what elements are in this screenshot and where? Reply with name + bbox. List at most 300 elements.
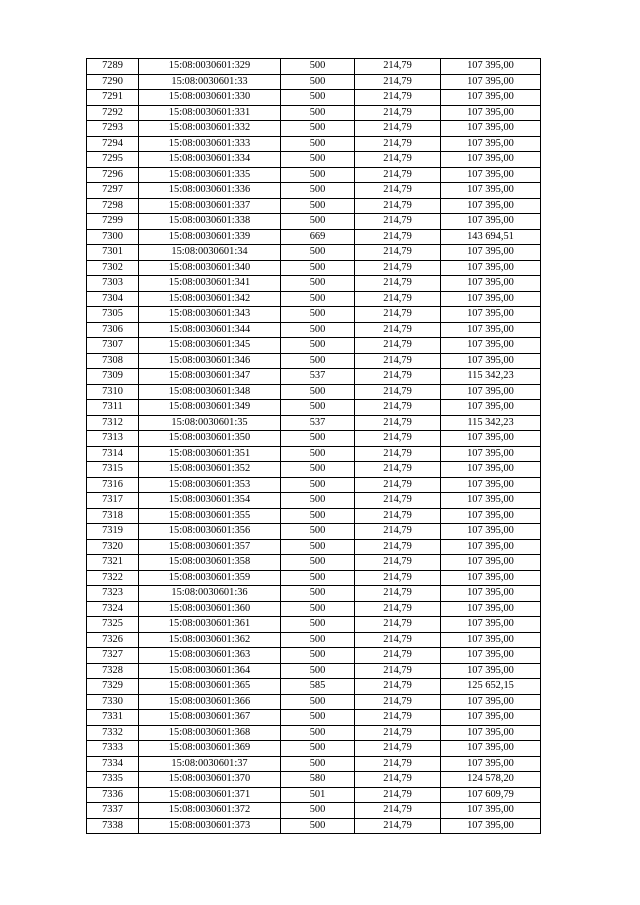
rate-cell: 214,79 xyxy=(355,493,441,509)
rate-cell: 214,79 xyxy=(355,198,441,214)
table-row xyxy=(87,772,541,788)
cadastral-number-cell: 15:08:0030601:360 xyxy=(139,601,281,617)
table-row xyxy=(87,508,541,524)
cadastral-number-cell: 15:08:0030601:371 xyxy=(139,787,281,803)
cadastral-number-cell: 15:08:0030601:332 xyxy=(139,121,281,137)
table-row xyxy=(87,818,541,834)
amount-cell: 107 395,00 xyxy=(441,617,541,633)
amount-cell: 107 609,79 xyxy=(441,787,541,803)
table-row xyxy=(87,245,541,261)
row-number-cell: 7316 xyxy=(87,477,139,493)
amount-cell: 107 395,00 xyxy=(441,121,541,137)
row-number-cell: 7326 xyxy=(87,632,139,648)
area-cell: 500 xyxy=(281,338,355,354)
cadastral-number-cell: 15:08:0030601:362 xyxy=(139,632,281,648)
amount-cell: 107 395,00 xyxy=(441,152,541,168)
table-row xyxy=(87,59,541,75)
rate-cell: 214,79 xyxy=(355,663,441,679)
rate-cell: 214,79 xyxy=(355,462,441,478)
table-row xyxy=(87,183,541,199)
cadastral-number-cell: 15:08:0030601:369 xyxy=(139,741,281,757)
row-number-cell: 7335 xyxy=(87,772,139,788)
area-cell: 669 xyxy=(281,229,355,245)
rate-cell: 214,79 xyxy=(355,400,441,416)
amount-cell: 107 395,00 xyxy=(441,353,541,369)
row-number-cell: 7337 xyxy=(87,803,139,819)
rate-cell: 214,79 xyxy=(355,601,441,617)
cadastral-number-cell: 15:08:0030601:334 xyxy=(139,152,281,168)
table-row xyxy=(87,787,541,803)
area-cell: 500 xyxy=(281,307,355,323)
row-number-cell: 7296 xyxy=(87,167,139,183)
area-cell: 500 xyxy=(281,121,355,137)
table-row xyxy=(87,353,541,369)
rate-cell: 214,79 xyxy=(355,741,441,757)
area-cell: 500 xyxy=(281,601,355,617)
amount-cell: 107 395,00 xyxy=(441,291,541,307)
document-page xyxy=(86,58,541,834)
table-row xyxy=(87,415,541,431)
table-row xyxy=(87,710,541,726)
cadastral-number-cell: 15:08:0030601:342 xyxy=(139,291,281,307)
table-row xyxy=(87,90,541,106)
table-row xyxy=(87,446,541,462)
area-cell: 500 xyxy=(281,694,355,710)
amount-cell: 107 395,00 xyxy=(441,245,541,261)
amount-cell: 107 395,00 xyxy=(441,524,541,540)
rate-cell: 214,79 xyxy=(355,539,441,555)
amount-cell: 107 395,00 xyxy=(441,307,541,323)
cadastral-number-cell: 15:08:0030601:373 xyxy=(139,818,281,834)
rate-cell: 214,79 xyxy=(355,710,441,726)
cadastral-number-cell: 15:08:0030601:336 xyxy=(139,183,281,199)
cadastral-number-cell: 15:08:0030601:339 xyxy=(139,229,281,245)
rate-cell: 214,79 xyxy=(355,152,441,168)
rate-cell: 214,79 xyxy=(355,415,441,431)
rate-cell: 214,79 xyxy=(355,245,441,261)
row-number-cell: 7338 xyxy=(87,818,139,834)
table-row xyxy=(87,276,541,292)
parcel-table xyxy=(86,58,541,834)
rate-cell: 214,79 xyxy=(355,524,441,540)
rate-cell: 214,79 xyxy=(355,307,441,323)
cadastral-number-cell: 15:08:0030601:340 xyxy=(139,260,281,276)
amount-cell: 107 395,00 xyxy=(441,338,541,354)
cadastral-number-cell: 15:08:0030601:347 xyxy=(139,369,281,385)
rate-cell: 214,79 xyxy=(355,694,441,710)
area-cell: 500 xyxy=(281,818,355,834)
row-number-cell: 7297 xyxy=(87,183,139,199)
area-cell: 500 xyxy=(281,462,355,478)
area-cell: 500 xyxy=(281,586,355,602)
table-row xyxy=(87,214,541,230)
rate-cell: 214,79 xyxy=(355,384,441,400)
row-number-cell: 7329 xyxy=(87,679,139,695)
cadastral-number-cell: 15:08:0030601:344 xyxy=(139,322,281,338)
rate-cell: 214,79 xyxy=(355,260,441,276)
cadastral-number-cell: 15:08:0030601:36 xyxy=(139,586,281,602)
rate-cell: 214,79 xyxy=(355,787,441,803)
area-cell: 500 xyxy=(281,663,355,679)
area-cell: 500 xyxy=(281,632,355,648)
row-number-cell: 7299 xyxy=(87,214,139,230)
cadastral-number-cell: 15:08:0030601:349 xyxy=(139,400,281,416)
area-cell: 500 xyxy=(281,322,355,338)
area-cell: 500 xyxy=(281,167,355,183)
cadastral-number-cell: 15:08:0030601:359 xyxy=(139,570,281,586)
row-number-cell: 7292 xyxy=(87,105,139,121)
rate-cell: 214,79 xyxy=(355,229,441,245)
amount-cell: 107 395,00 xyxy=(441,632,541,648)
amount-cell: 107 395,00 xyxy=(441,818,541,834)
table-row xyxy=(87,291,541,307)
table-row xyxy=(87,384,541,400)
cadastral-number-cell: 15:08:0030601:355 xyxy=(139,508,281,524)
row-number-cell: 7334 xyxy=(87,756,139,772)
table-row xyxy=(87,400,541,416)
area-cell: 500 xyxy=(281,803,355,819)
area-cell: 500 xyxy=(281,276,355,292)
area-cell: 500 xyxy=(281,183,355,199)
cadastral-number-cell: 15:08:0030601:348 xyxy=(139,384,281,400)
amount-cell: 107 395,00 xyxy=(441,508,541,524)
row-number-cell: 7327 xyxy=(87,648,139,664)
area-cell: 580 xyxy=(281,772,355,788)
amount-cell: 107 395,00 xyxy=(441,586,541,602)
rate-cell: 214,79 xyxy=(355,291,441,307)
row-number-cell: 7303 xyxy=(87,276,139,292)
row-number-cell: 7318 xyxy=(87,508,139,524)
area-cell: 500 xyxy=(281,260,355,276)
rate-cell: 214,79 xyxy=(355,338,441,354)
cadastral-number-cell: 15:08:0030601:351 xyxy=(139,446,281,462)
rate-cell: 214,79 xyxy=(355,446,441,462)
area-cell: 500 xyxy=(281,74,355,90)
row-number-cell: 7321 xyxy=(87,555,139,571)
row-number-cell: 7330 xyxy=(87,694,139,710)
row-number-cell: 7331 xyxy=(87,710,139,726)
table-row xyxy=(87,632,541,648)
table-row xyxy=(87,105,541,121)
cadastral-number-cell: 15:08:0030601:338 xyxy=(139,214,281,230)
area-cell: 500 xyxy=(281,446,355,462)
row-number-cell: 7305 xyxy=(87,307,139,323)
cadastral-number-cell: 15:08:0030601:350 xyxy=(139,431,281,447)
amount-cell: 107 395,00 xyxy=(441,493,541,509)
table-row xyxy=(87,369,541,385)
amount-cell: 107 395,00 xyxy=(441,725,541,741)
amount-cell: 107 395,00 xyxy=(441,446,541,462)
row-number-cell: 7301 xyxy=(87,245,139,261)
cadastral-number-cell: 15:08:0030601:370 xyxy=(139,772,281,788)
cadastral-number-cell: 15:08:0030601:34 xyxy=(139,245,281,261)
table-row xyxy=(87,462,541,478)
cadastral-number-cell: 15:08:0030601:343 xyxy=(139,307,281,323)
rate-cell: 214,79 xyxy=(355,214,441,230)
rate-cell: 214,79 xyxy=(355,477,441,493)
cadastral-number-cell: 15:08:0030601:364 xyxy=(139,663,281,679)
amount-cell: 107 395,00 xyxy=(441,214,541,230)
amount-cell: 107 395,00 xyxy=(441,741,541,757)
cadastral-number-cell: 15:08:0030601:372 xyxy=(139,803,281,819)
cadastral-number-cell: 15:08:0030601:333 xyxy=(139,136,281,152)
row-number-cell: 7336 xyxy=(87,787,139,803)
cadastral-number-cell: 15:08:0030601:365 xyxy=(139,679,281,695)
row-number-cell: 7315 xyxy=(87,462,139,478)
row-number-cell: 7312 xyxy=(87,415,139,431)
amount-cell: 107 395,00 xyxy=(441,648,541,664)
table-row xyxy=(87,136,541,152)
cadastral-number-cell: 15:08:0030601:346 xyxy=(139,353,281,369)
row-number-cell: 7317 xyxy=(87,493,139,509)
cadastral-number-cell: 15:08:0030601:341 xyxy=(139,276,281,292)
area-cell: 500 xyxy=(281,400,355,416)
rate-cell: 214,79 xyxy=(355,136,441,152)
cadastral-number-cell: 15:08:0030601:354 xyxy=(139,493,281,509)
table-row xyxy=(87,648,541,664)
area-cell: 500 xyxy=(281,152,355,168)
area-cell: 500 xyxy=(281,105,355,121)
rate-cell: 214,79 xyxy=(355,74,441,90)
area-cell: 537 xyxy=(281,415,355,431)
amount-cell: 124 578,20 xyxy=(441,772,541,788)
cadastral-number-cell: 15:08:0030601:331 xyxy=(139,105,281,121)
area-cell: 500 xyxy=(281,136,355,152)
table-row xyxy=(87,570,541,586)
cadastral-number-cell: 15:08:0030601:358 xyxy=(139,555,281,571)
rate-cell: 214,79 xyxy=(355,105,441,121)
table-row xyxy=(87,539,541,555)
row-number-cell: 7294 xyxy=(87,136,139,152)
row-number-cell: 7322 xyxy=(87,570,139,586)
amount-cell: 115 342,23 xyxy=(441,369,541,385)
rate-cell: 214,79 xyxy=(355,183,441,199)
row-number-cell: 7291 xyxy=(87,90,139,106)
area-cell: 500 xyxy=(281,617,355,633)
amount-cell: 107 395,00 xyxy=(441,384,541,400)
table-row xyxy=(87,338,541,354)
area-cell: 500 xyxy=(281,90,355,106)
row-number-cell: 7307 xyxy=(87,338,139,354)
table-row xyxy=(87,741,541,757)
cadastral-number-cell: 15:08:0030601:367 xyxy=(139,710,281,726)
rate-cell: 214,79 xyxy=(355,167,441,183)
amount-cell: 107 395,00 xyxy=(441,570,541,586)
table-row xyxy=(87,322,541,338)
amount-cell: 107 395,00 xyxy=(441,260,541,276)
cadastral-number-cell: 15:08:0030601:35 xyxy=(139,415,281,431)
table-row xyxy=(87,431,541,447)
amount-cell: 107 395,00 xyxy=(441,400,541,416)
rate-cell: 214,79 xyxy=(355,59,441,75)
area-cell: 500 xyxy=(281,725,355,741)
area-cell: 500 xyxy=(281,477,355,493)
area-cell: 500 xyxy=(281,291,355,307)
rate-cell: 214,79 xyxy=(355,648,441,664)
rate-cell: 214,79 xyxy=(355,725,441,741)
area-cell: 500 xyxy=(281,570,355,586)
amount-cell: 107 395,00 xyxy=(441,477,541,493)
rate-cell: 214,79 xyxy=(355,431,441,447)
cadastral-number-cell: 15:08:0030601:335 xyxy=(139,167,281,183)
table-row xyxy=(87,167,541,183)
table-row xyxy=(87,152,541,168)
row-number-cell: 7328 xyxy=(87,663,139,679)
area-cell: 585 xyxy=(281,679,355,695)
amount-cell: 107 395,00 xyxy=(441,276,541,292)
rate-cell: 214,79 xyxy=(355,772,441,788)
cadastral-number-cell: 15:08:0030601:356 xyxy=(139,524,281,540)
table-row xyxy=(87,121,541,137)
amount-cell: 125 652,15 xyxy=(441,679,541,695)
cadastral-number-cell: 15:08:0030601:345 xyxy=(139,338,281,354)
rate-cell: 214,79 xyxy=(355,353,441,369)
rate-cell: 214,79 xyxy=(355,818,441,834)
rate-cell: 214,79 xyxy=(355,586,441,602)
area-cell: 500 xyxy=(281,353,355,369)
area-cell: 500 xyxy=(281,198,355,214)
amount-cell: 107 395,00 xyxy=(441,663,541,679)
area-cell: 500 xyxy=(281,756,355,772)
area-cell: 500 xyxy=(281,741,355,757)
amount-cell: 107 395,00 xyxy=(441,756,541,772)
table-row xyxy=(87,198,541,214)
row-number-cell: 7311 xyxy=(87,400,139,416)
table-row xyxy=(87,694,541,710)
row-number-cell: 7333 xyxy=(87,741,139,757)
cadastral-number-cell: 15:08:0030601:337 xyxy=(139,198,281,214)
area-cell: 500 xyxy=(281,245,355,261)
amount-cell: 107 395,00 xyxy=(441,105,541,121)
row-number-cell: 7320 xyxy=(87,539,139,555)
rate-cell: 214,79 xyxy=(355,570,441,586)
amount-cell: 107 395,00 xyxy=(441,59,541,75)
rate-cell: 214,79 xyxy=(355,632,441,648)
amount-cell: 107 395,00 xyxy=(441,710,541,726)
area-cell: 500 xyxy=(281,539,355,555)
area-cell: 500 xyxy=(281,214,355,230)
table-row xyxy=(87,601,541,617)
row-number-cell: 7314 xyxy=(87,446,139,462)
amount-cell: 107 395,00 xyxy=(441,694,541,710)
row-number-cell: 7290 xyxy=(87,74,139,90)
cadastral-number-cell: 15:08:0030601:357 xyxy=(139,539,281,555)
row-number-cell: 7302 xyxy=(87,260,139,276)
table-row xyxy=(87,617,541,633)
amount-cell: 107 395,00 xyxy=(441,136,541,152)
table-body xyxy=(87,59,541,834)
row-number-cell: 7310 xyxy=(87,384,139,400)
amount-cell: 107 395,00 xyxy=(441,539,541,555)
amount-cell: 107 395,00 xyxy=(441,601,541,617)
amount-cell: 107 395,00 xyxy=(441,803,541,819)
row-number-cell: 7323 xyxy=(87,586,139,602)
amount-cell: 107 395,00 xyxy=(441,555,541,571)
cadastral-number-cell: 15:08:0030601:33 xyxy=(139,74,281,90)
table-row xyxy=(87,679,541,695)
rate-cell: 214,79 xyxy=(355,508,441,524)
rate-cell: 214,79 xyxy=(355,555,441,571)
table-row xyxy=(87,74,541,90)
table-row xyxy=(87,663,541,679)
cadastral-number-cell: 15:08:0030601:366 xyxy=(139,694,281,710)
table-row xyxy=(87,756,541,772)
cadastral-number-cell: 15:08:0030601:368 xyxy=(139,725,281,741)
table-row xyxy=(87,524,541,540)
area-cell: 500 xyxy=(281,710,355,726)
area-cell: 500 xyxy=(281,59,355,75)
area-cell: 537 xyxy=(281,369,355,385)
rate-cell: 214,79 xyxy=(355,121,441,137)
area-cell: 500 xyxy=(281,431,355,447)
area-cell: 500 xyxy=(281,508,355,524)
amount-cell: 143 694,51 xyxy=(441,229,541,245)
row-number-cell: 7306 xyxy=(87,322,139,338)
row-number-cell: 7295 xyxy=(87,152,139,168)
rate-cell: 214,79 xyxy=(355,617,441,633)
table-row xyxy=(87,307,541,323)
row-number-cell: 7289 xyxy=(87,59,139,75)
table-row xyxy=(87,493,541,509)
row-number-cell: 7325 xyxy=(87,617,139,633)
amount-cell: 107 395,00 xyxy=(441,167,541,183)
row-number-cell: 7313 xyxy=(87,431,139,447)
amount-cell: 107 395,00 xyxy=(441,462,541,478)
row-number-cell: 7309 xyxy=(87,369,139,385)
area-cell: 500 xyxy=(281,555,355,571)
area-cell: 500 xyxy=(281,384,355,400)
cadastral-number-cell: 15:08:0030601:329 xyxy=(139,59,281,75)
cadastral-number-cell: 15:08:0030601:37 xyxy=(139,756,281,772)
row-number-cell: 7324 xyxy=(87,601,139,617)
row-number-cell: 7293 xyxy=(87,121,139,137)
table-row xyxy=(87,725,541,741)
amount-cell: 107 395,00 xyxy=(441,322,541,338)
amount-cell: 107 395,00 xyxy=(441,74,541,90)
row-number-cell: 7308 xyxy=(87,353,139,369)
rate-cell: 214,79 xyxy=(355,369,441,385)
area-cell: 500 xyxy=(281,524,355,540)
table-row xyxy=(87,477,541,493)
cadastral-number-cell: 15:08:0030601:352 xyxy=(139,462,281,478)
rate-cell: 214,79 xyxy=(355,756,441,772)
row-number-cell: 7332 xyxy=(87,725,139,741)
area-cell: 500 xyxy=(281,648,355,664)
cadastral-number-cell: 15:08:0030601:363 xyxy=(139,648,281,664)
row-number-cell: 7300 xyxy=(87,229,139,245)
cadastral-number-cell: 15:08:0030601:330 xyxy=(139,90,281,106)
table-row xyxy=(87,803,541,819)
area-cell: 501 xyxy=(281,787,355,803)
row-number-cell: 7298 xyxy=(87,198,139,214)
table-row xyxy=(87,229,541,245)
table-row xyxy=(87,260,541,276)
rate-cell: 214,79 xyxy=(355,679,441,695)
cadastral-number-cell: 15:08:0030601:353 xyxy=(139,477,281,493)
row-number-cell: 7319 xyxy=(87,524,139,540)
table-row xyxy=(87,586,541,602)
amount-cell: 107 395,00 xyxy=(441,90,541,106)
amount-cell: 107 395,00 xyxy=(441,183,541,199)
table-row xyxy=(87,555,541,571)
rate-cell: 214,79 xyxy=(355,276,441,292)
area-cell: 500 xyxy=(281,493,355,509)
rate-cell: 214,79 xyxy=(355,803,441,819)
cadastral-number-cell: 15:08:0030601:361 xyxy=(139,617,281,633)
row-number-cell: 7304 xyxy=(87,291,139,307)
amount-cell: 107 395,00 xyxy=(441,198,541,214)
rate-cell: 214,79 xyxy=(355,90,441,106)
